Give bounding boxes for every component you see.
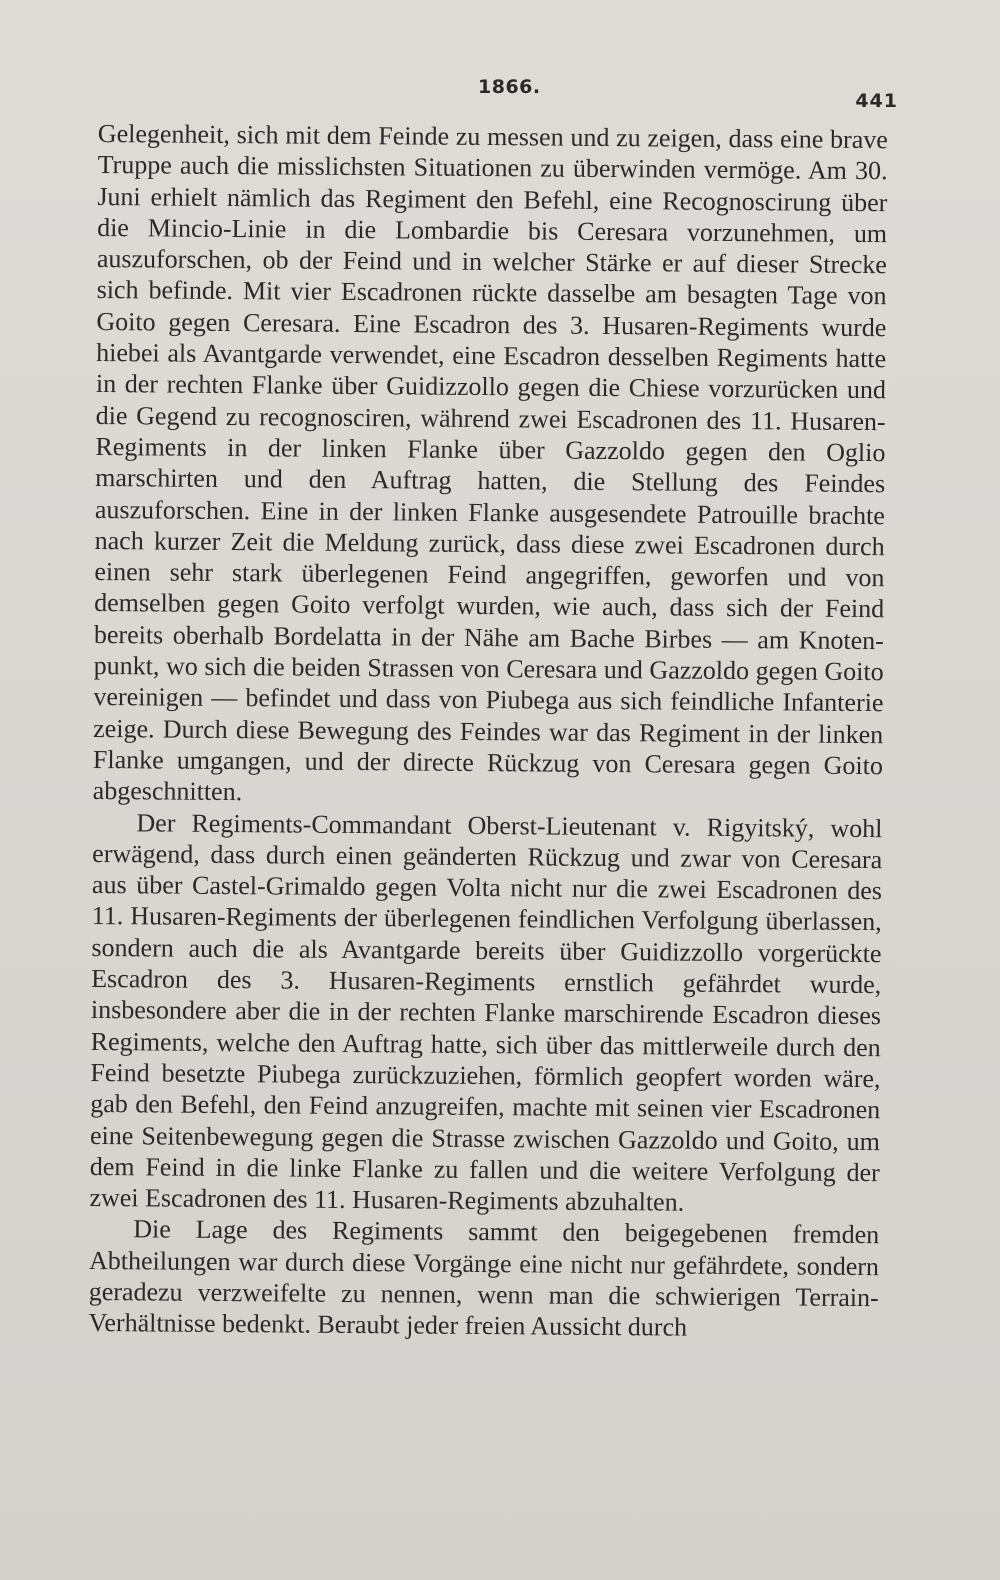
paragraph-2: Der Regiments-Commandant Oberst-Lieutenant v. Rigyitský, wohl erwägend, dass durch einen geänderten Rückzug und zwar von Ceresara aus über Castel-Grimaldo gegen Volta nicht nur die zwei Escadronen des 11. Husaren-Regiments der überlegenen feindlichen Verfolgung überlassen, sondern auch die als Avantgarde bereits über Guidizzollo vorgerückte Escadron des 3. Husaren-Regiments ernstlich gefährdet wurde, insbesondere aber die in der rechten Flanke marschirende Escadron dieses Regiments, welche den Auftrag hatte, sich über das mittlerweile durch den Feind besetzte Piubega zurückzuziehen, förmlich geopfert worden wäre, gab den Befehl, den Feind anzugreifen, machte mit seinen vier Escadronen eine Seitenbewegung gegen die Strasse zwischen Gazzoldo und Goito, um dem Feind in die linke Flanke zu fallen und die weitere Verfolgung der zwei Escadronen des 11. Husaren-Regiments abzuhalten. xyxy=(89,807,883,1217)
page-number: 441 xyxy=(855,90,898,112)
paragraph-1: Gelegenheit, sich mit dem Feinde zu messen und zu zeigen, dass eine brave Truppe auch die misslichsten Situationen zu überwinden vermöge. Am 30. Juni erhielt nämlich das Regiment den Befehl, eine Recognoscirung über die Mincio-Linie in die Lombardie bis Ceresara vorzunehmen, um auszuforschen, ob der Feind und in welcher Stärke er auf dieser Strecke sich befinde. Mit vier Escadronen rückte dasselbe am besagten Tage von Goito gegen Ceresara. Eine Escadron des 3. Husaren-Regiments wurde hiebei als Avantgarde verwendet, eine Escadron desselben Regiments hatte in der rechten Flanke über Guidizzollo gegen die Chiese vorzurücken und die Gegend zu recognosciren, während zwei Escadronen des 11. Husaren-Regiments in der linken Flanke über Gazzoldo gegen den Oglio marschirten und den Auftrag hatten, die Stellung des Feindes auszuforschen. Eine in der linken Flanke ausgesendete Patrouille brachte nach kurzer Zeit die Meldung zurück, dass diese zwei Escadronen durch einen sehr stark überlegenen Feind angegriffen, geworfen und von demselben gegen Goito verfolgt wurden, wie auch, dass sich der Feind bereits oberhalb Bordelatta in der Nähe am Bache Birbes — am Knotenpunkt, wo sich die beiden Strassen von Ceresara und Gazzoldo gegen Goito vereinigen — befindet und dass von Piubega aus sich feindliche Infanterie zeige. Durch diese Bewegung des Feindes war das Regiment in der linken Flanke umgangen, und der directe Rückzug von Ceresara gegen Goito abgeschnitten. xyxy=(92,118,888,807)
header-year: 1866. xyxy=(478,76,541,98)
paragraph-3: Die Lage des Regiments sammt den beigegebenen fremden Abtheilungen war durch diese Vorgänge eine nicht nur gefährdete, sondern geradezu verzweifelte zu nennen, wenn man die schwierigen Terrain-Verhältnisse bedenkt. Beraubt jeder freien Aussicht durch xyxy=(88,1214,880,1342)
body-text xyxy=(88,118,888,1345)
running-header xyxy=(0,70,1000,110)
